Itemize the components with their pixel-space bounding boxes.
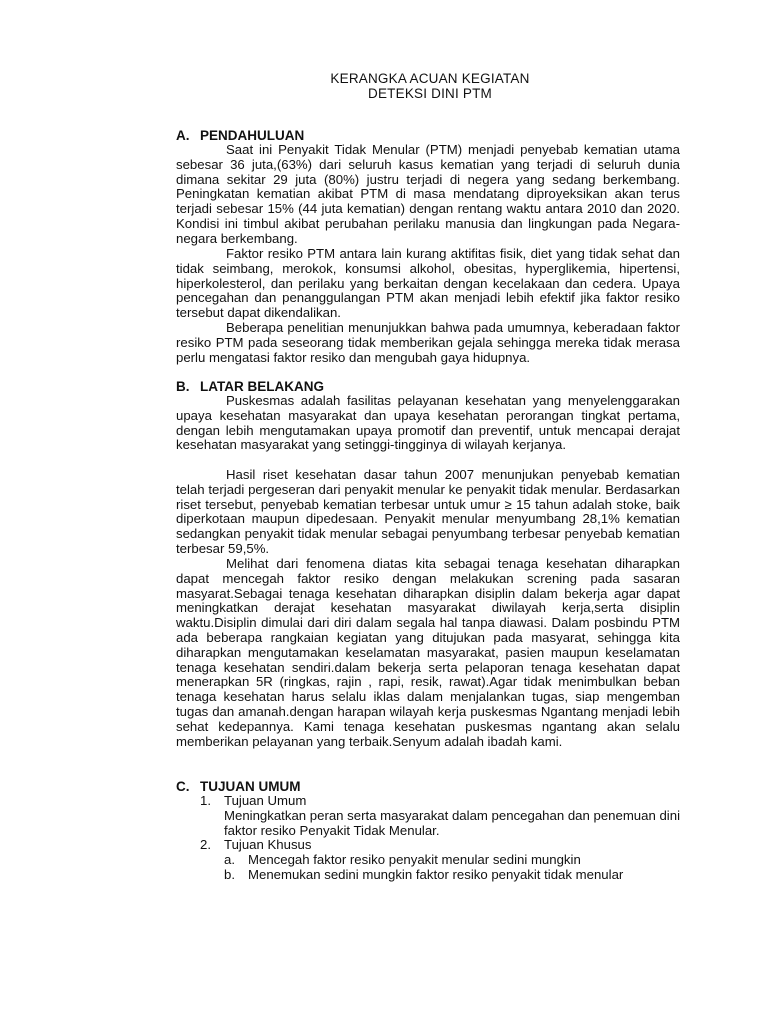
list-item-2-number: 2. <box>200 837 211 852</box>
section-c-label: C. <box>176 779 190 794</box>
sub-item-b-label: b. <box>224 867 235 882</box>
section-b-title: LATAR BELAKANG <box>200 379 324 394</box>
sub-item-b <box>224 868 623 883</box>
sub-item-a-label: a. <box>224 852 235 867</box>
section-a-paragraph-1: Saat ini Penyakit Tidak Menular (PTM) menjadi penyebab kematian utama sebesar 36 juta,(63%) dari seluruh kasus kematian yang terjadi di seluruh dunia dimana sekitar 29 juta (80%) justru terjadi di negera yang sedang berkembang. Peningkatan kematian akibat PTM di masa mendatang diproyeksikan akan terus terjadi sebesar 15% (44 juta kematian) dengan rentang waktu antara 2010 dan 2020. Kondisi ini timbul akibat perubahan perilaku manusia dan lingkungan pada Negara-negara berkembang. <box>176 142 680 246</box>
list-item-2-title: Tujuan Khusus <box>224 837 312 852</box>
section-a-paragraph-2: Faktor resiko PTM antara lain kurang aktifitas fisik, diet yang tidak sehat dan tidak seimbang, merokok, konsumsi alkohol, obesitas, hyperglikemia, hipertensi, hiperkolesterol, dan perilaku yang berkaitan dengan kecelakaan dan cedera. Upaya pencegahan dan penanggulangan PTM akan menjadi lebih efektif jika faktor resiko tersebut dapat dikendalikan. <box>176 246 680 321</box>
section-a-label: A. <box>176 128 190 143</box>
section-a-paragraph-3: Beberapa penelitian menunjukkan bahwa pada umumnya, keberadaan faktor resiko PTM pada seseorang tidak memberikan gejala sehingga mereka tidak merasa perlu mengatasi faktor resiko dan mengubah gaya hidupnya. <box>176 320 680 365</box>
list-item-1-title: Tujuan Umum <box>224 793 307 808</box>
sub-item-a-text: Mencegah faktor resiko penyakit menular sedini mungkin <box>248 852 581 867</box>
section-b-paragraph-3: Melihat dari fenomena diatas kita sebagai tenaga kesehatan diharapkan dapat mencegah faktor resiko dengan melakukan screning pada sasaran masyarat.Sebagai tenaga kesehatan diharapkan disiplin dalam bekerja agar dapat meningkatkan derajat kesehatan masyarakat diwilayah kerja,serta disiplin waktu.Disiplin dimulai dari diri dalam segala hal tanpa diawasi. Dalam posbindu PTM ada beberapa rangkaian kegiatan yang ditujukan pada masyarat, sehingga kita diharapkan mengutamakan keselamatan masyarakat, pasien maupun keselamatan tenaga kesehatan sendiri.dalam bekerja serta pelaporan tenaga kesehatan dapat menerapkan 5R (ringkas, rajin , rapi, resik, rawat).Agar tidak menimbulkan beban tenaga kesehatan harus selalu iklas dalam menjalankan tugas, siap mengemban tugas dan amanah.dengan harapan wilayah kerja puskesmas Ngantang menjadi lebih sehat kedepannya. Kami tenaga kesehatan puskesmas ngantang akan selalu memberikan pelayanan yang terbaik.Senyum adalah ibadah kami. <box>176 556 680 749</box>
list-item-1-text: Meningkatkan peran serta masyarakat dalam pencegahan dan penemuan dini faktor resiko Penyakit Tidak Menular. <box>224 808 680 838</box>
sub-item-b-text: Menemukan sedini mungkin faktor resiko penyakit tidak menular <box>248 867 624 882</box>
section-b-paragraph-1: Puskesmas adalah fasilitas pelayanan kesehatan yang menyelenggarakan upaya kesehatan masyarakat dan upaya kesehatan perorangan tingkat pertama, dengan lebih mengutamakan upaya promotif dan preventif, untuk mencapai derajat kesehatan masyarakat yang setinggi-tingginya di wilayah kerjanya. <box>176 393 680 453</box>
section-b-paragraph-2: Hasil riset kesehatan dasar tahun 2007 menunjukan penyebab kematian telah terjadi pergeseran dari penyakit menular ke penyakit tidak menular. Berdasarkan riset tersebut, penyebab kematian terbesar untuk umur ≥ 15 tahun adalah stoke, baik diperkotaan maupun dipedesaan. Penyakit menular menyumbang 28,1% kematian sedangkan penyakit tidak menular sebagai penyumbang terbesar penyebab kematian terbesar 59,5%. <box>176 467 680 556</box>
section-c-title: TUJUAN UMUM <box>200 779 301 794</box>
list-item-1-number: 1. <box>200 793 211 808</box>
section-a-title: PENDAHULUAN <box>200 128 305 143</box>
list-item-2 <box>200 838 311 853</box>
sub-item-a <box>224 853 581 868</box>
document-subtitle: DETEKSI DINI PTM <box>368 86 492 101</box>
document-title: KERANGKA ACUAN KEGIATAN <box>330 71 530 86</box>
list-item-1 <box>200 794 306 809</box>
section-b-label: B. <box>176 379 190 394</box>
